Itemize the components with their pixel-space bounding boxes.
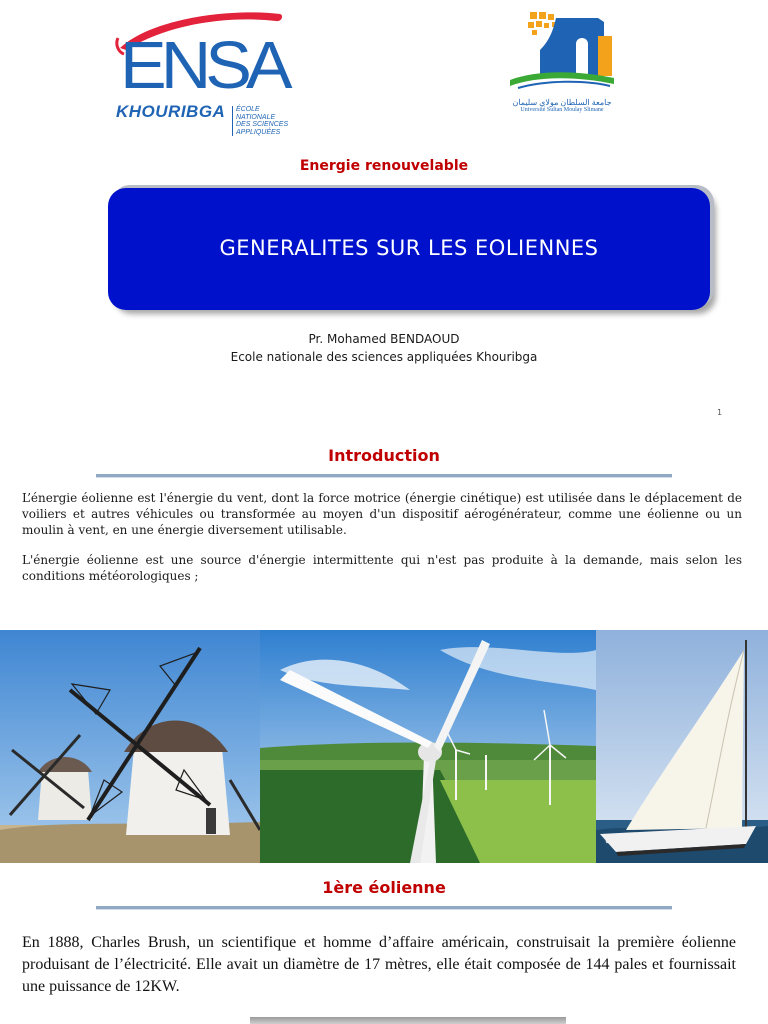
introduction-divider [96, 474, 672, 478]
university-emblem-icon [506, 10, 618, 96]
wind-turbines-photo [260, 630, 596, 863]
ensa-logo-subtitle: ÉCOLE NATIONALE DES SCIENCES APPLIQUÉES [232, 106, 288, 136]
author-name: Pr. Mohamed BENDAOUD [308, 332, 460, 346]
first-turbine-divider [96, 906, 672, 910]
slide-subtitle: Energie renouvelable [299, 158, 469, 174]
title-box [108, 188, 710, 310]
introduction-heading: Introduction [328, 446, 440, 465]
introduction-paragraph-1: L’énergie éolienne est l'énergie du vent, dont la force motrice (énergie cinétique) est utilisée dans le déplacement de voiliers et autres véhicules ou transformée au moyen d'un dispositif aérogénérateur, comme une éolienne ou un moulin à vent, en une énergie diversement utilisable. [22, 491, 742, 537]
ensa-logo-city: KHOURIBGA [116, 102, 226, 121]
slide-title: GENERALITES SUR LES EOLIENNES [219, 236, 599, 260]
ensa-logo [112, 8, 292, 138]
sailboat-photo [596, 630, 768, 863]
university-logo [506, 10, 618, 115]
windmills-photo [0, 630, 260, 863]
author-block [0, 330, 768, 366]
ensa-logo-word: ENSA [120, 27, 287, 103]
page-number: 1 [717, 408, 723, 417]
author-institution: Ecole nationale des sciences appliquées Khouribga [230, 350, 538, 364]
first-turbine-paragraph: En 1888, Charles Brush, un scientifique et homme d’affaire américain, construisait la première éolienne produisant de l’électricité. Elle avait un diamètre de 17 mètres, elle était composée de 144 pales et fournissait une puissance de 12KW. [22, 934, 736, 995]
university-logo-caption: جامعة السلطان مولاي سليمان Université Sultan Moulay Slimane [512, 98, 612, 113]
first-turbine-heading: 1ère éolienne [322, 878, 446, 897]
next-slide-image-edge [250, 1017, 566, 1024]
introduction-paragraph-2: L'énergie éolienne est une source d'énergie intermittente qui n'est pas produite à la demande, mais selon les conditions météorologiques ; [22, 553, 742, 583]
